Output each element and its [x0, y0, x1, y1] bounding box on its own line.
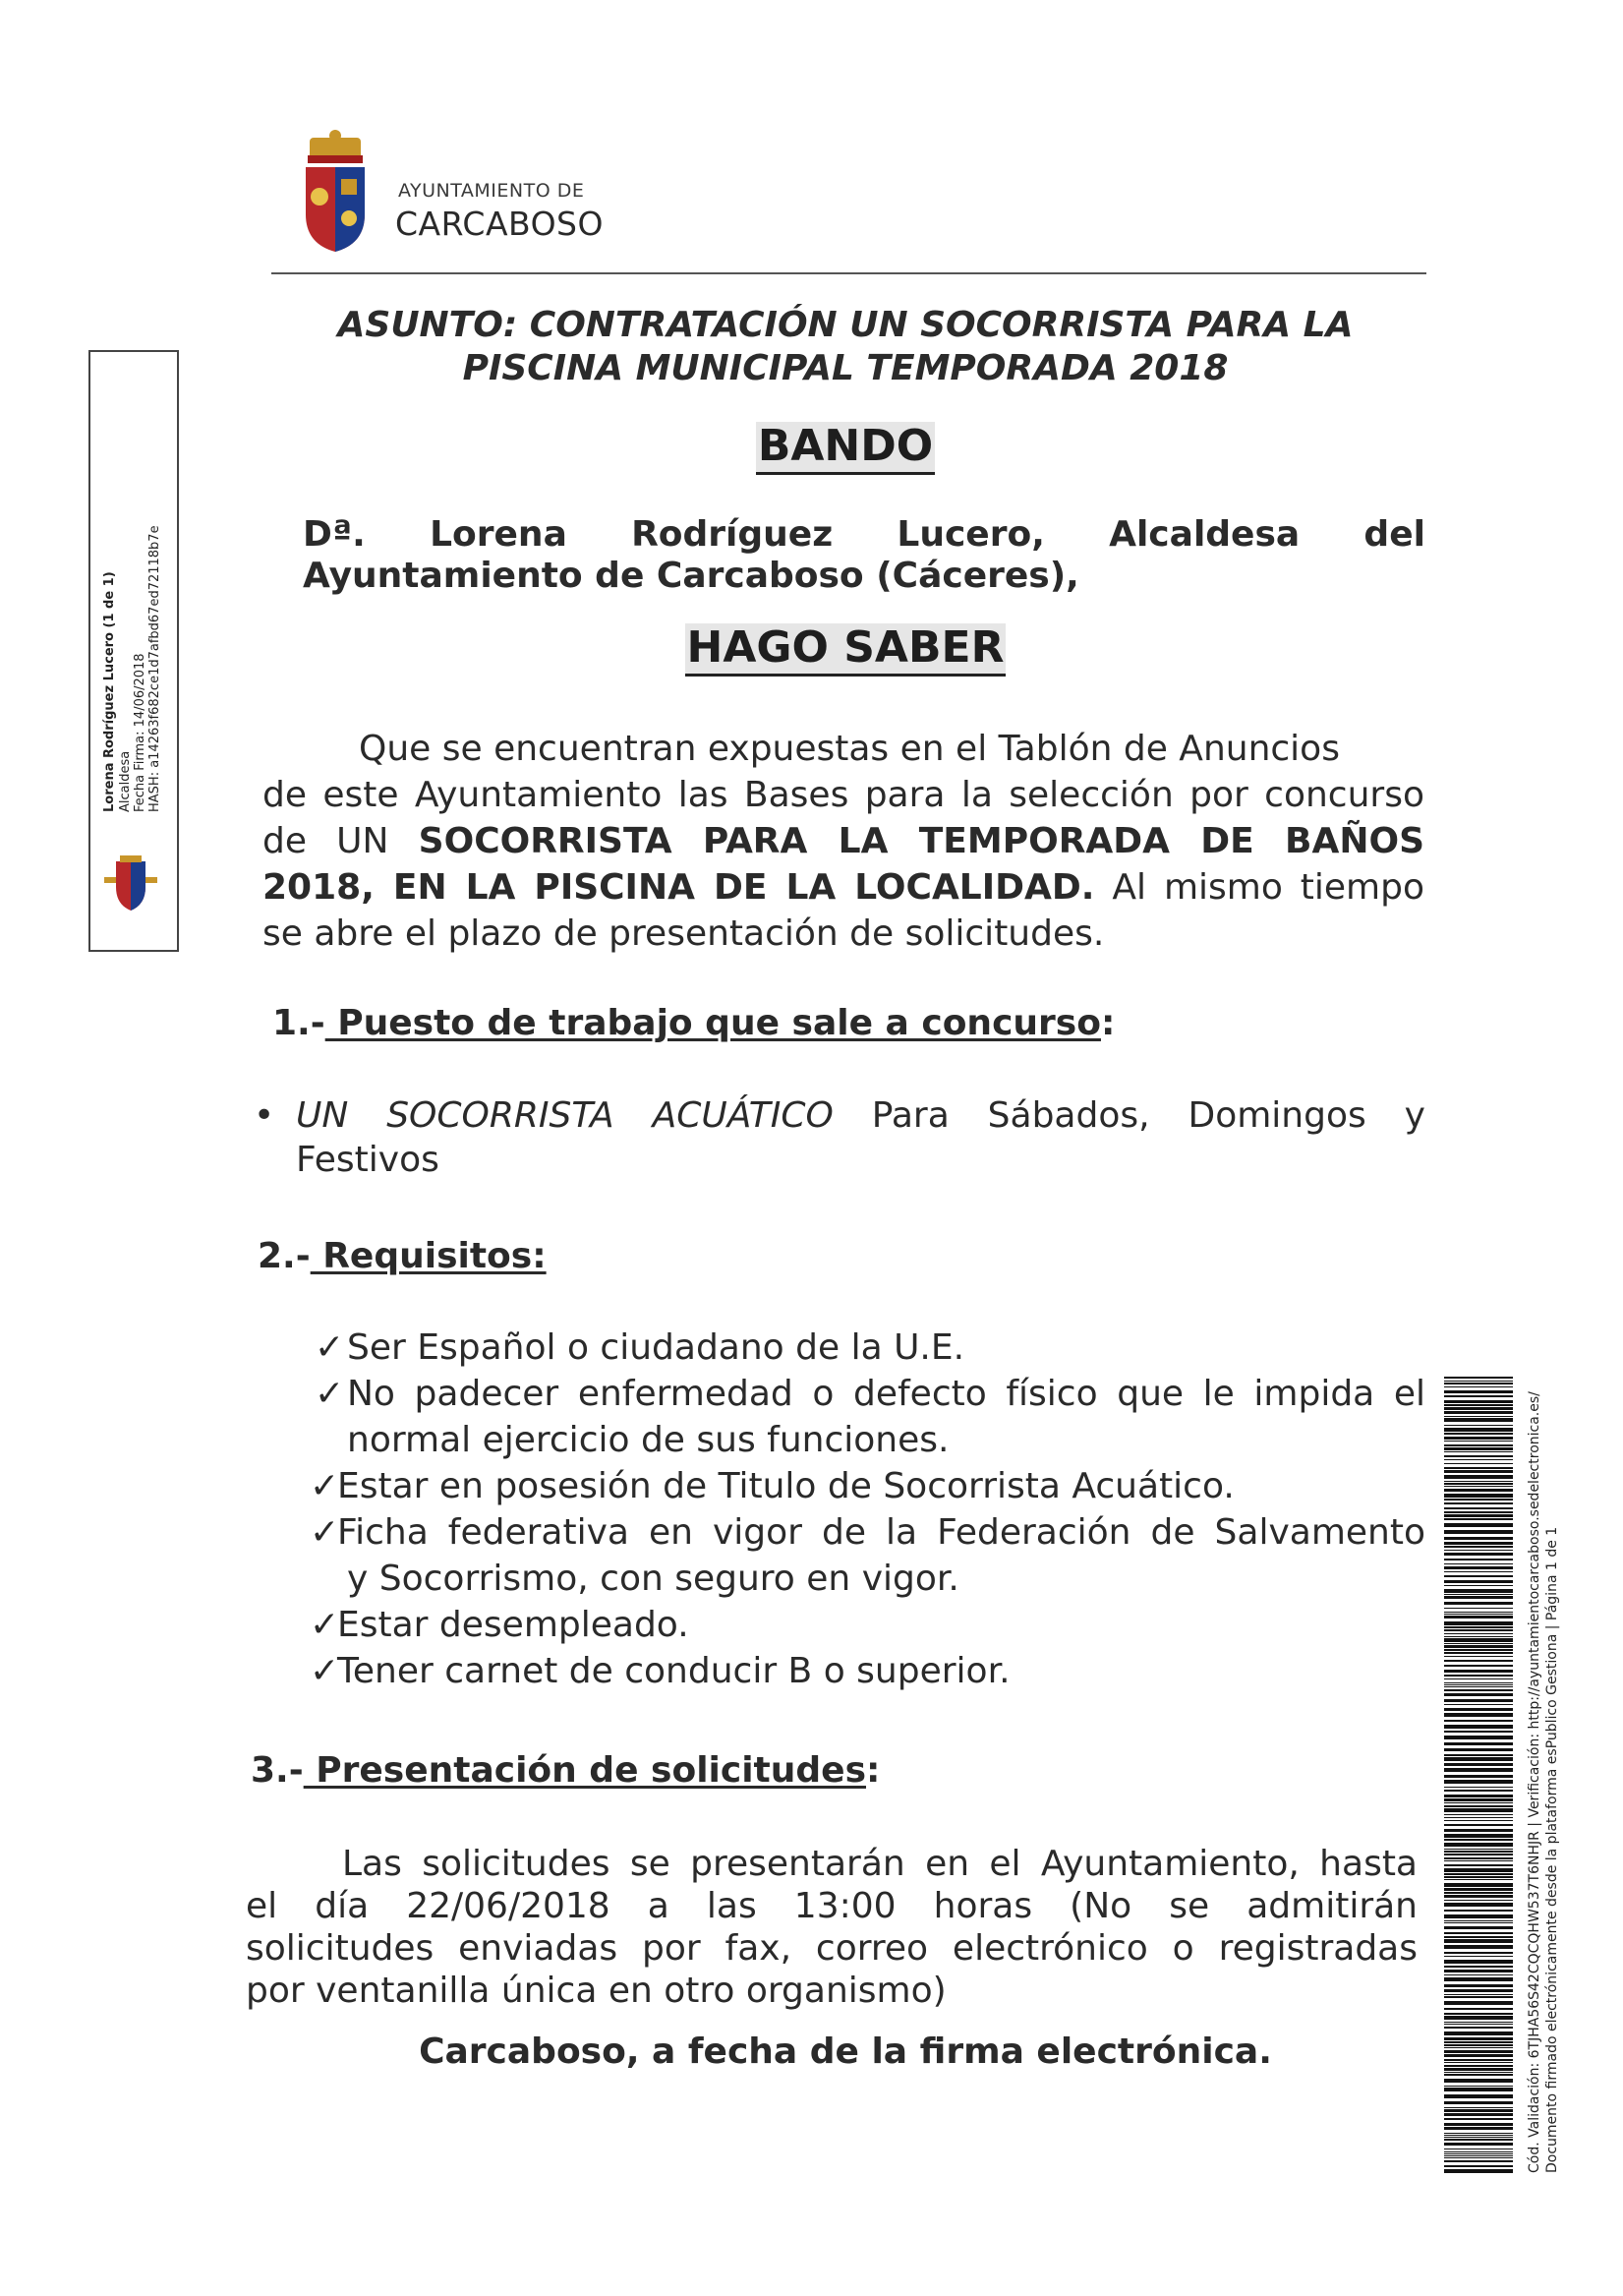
barcode-bar — [1444, 1475, 1513, 1479]
barcode-bar — [1444, 1879, 1513, 1880]
mayor-word: del — [1363, 514, 1425, 555]
barcode-bar — [1444, 1780, 1513, 1784]
barcode-bar — [1444, 1451, 1513, 1452]
check-icon: ✓ — [310, 1605, 340, 1645]
barcode-bar — [1444, 2137, 1513, 2138]
barcode-bar — [1444, 1444, 1513, 1446]
barcode-bar — [1444, 1626, 1513, 1628]
applications-line: el día 22/06/2018 a las 13:00 horas (No se admitirán — [246, 1886, 1418, 1926]
barcode-bar — [1444, 1441, 1513, 1442]
section-colon: : — [1100, 1003, 1116, 1043]
barcode-bar — [1444, 1463, 1513, 1464]
barcode-bar — [1444, 1684, 1513, 1685]
barcode-bar — [1444, 1386, 1513, 1387]
barcode-bar — [1444, 1675, 1513, 1677]
mayor-word: Rodríguez — [631, 514, 834, 555]
applications-paragraph — [246, 1843, 1418, 2012]
barcode-bar — [1444, 1530, 1513, 1534]
barcode-bar — [1444, 1553, 1513, 1556]
requirement-text: Ficha federativa en vigor de la Federación de Salvamento — [337, 1512, 1425, 1553]
bullet-line-2: Festivos — [296, 1140, 439, 1180]
barcode-bar — [1444, 1395, 1513, 1397]
barcode-bar — [1444, 1652, 1513, 1654]
barcode-bar — [1444, 1814, 1513, 1815]
barcode-bar — [1444, 1843, 1513, 1847]
barcode-bar — [1444, 1798, 1513, 1801]
barcode-bar — [1444, 1849, 1513, 1850]
barcode-bar — [1444, 1713, 1513, 1717]
barcode-bar — [1444, 1670, 1513, 1673]
requirement-text: Estar en posesión de Titulo de Socorrista Acuático. — [337, 1466, 1235, 1506]
barcode-icon — [1444, 1377, 1531, 2176]
barcode-bar — [1444, 2065, 1513, 2067]
mayor-word: Lorena — [430, 514, 567, 555]
barcode-bar — [1444, 2123, 1513, 2126]
requirement-text: Estar desempleado. — [337, 1605, 689, 1645]
section-title: Presentación de solicitudes — [303, 1750, 866, 1791]
barcode-bar — [1444, 1708, 1513, 1711]
section-number: 2.- — [258, 1236, 311, 1276]
requirement-text-cont: y Socorrismo, con seguro en vigor. — [347, 1559, 959, 1599]
barcode-bar — [1444, 1966, 1513, 1968]
barcode-bar — [1444, 2094, 1513, 2098]
mayor-line-2: Ayuntamiento de Carcaboso (Cáceres), — [303, 556, 1079, 596]
bullet-italic: UN SOCORRISTA ACUÁTICO — [296, 1095, 834, 1136]
requirement-item — [310, 1648, 1425, 1694]
barcode-bar — [1444, 1518, 1513, 1520]
barcode-bar — [1444, 1470, 1513, 1473]
barcode-bar — [1444, 2044, 1513, 2046]
barcode-bar — [1444, 1795, 1513, 1797]
barcode-bar — [1444, 1645, 1513, 1648]
barcode-bar — [1444, 1459, 1513, 1460]
barcode-bar — [1444, 1834, 1513, 1838]
barcode-bar — [1444, 1418, 1513, 1422]
mayor-line-1 — [303, 514, 1425, 556]
barcode-bar — [1444, 1720, 1513, 1722]
barcode-bar — [1444, 1546, 1513, 1548]
barcode-bar — [1444, 2133, 1513, 2134]
barcode-bar — [1444, 2059, 1513, 2061]
check-icon: ✓ — [310, 1466, 340, 1506]
barcode-bar — [1444, 1736, 1513, 1739]
barcode-bar — [1444, 1802, 1513, 1803]
barcode-bar — [1444, 1678, 1513, 1679]
barcode-bar — [1444, 1467, 1513, 1469]
barcode-bar — [1444, 2037, 1513, 2040]
section-number: 1.- — [272, 1003, 325, 1043]
signature-stamp — [88, 350, 179, 952]
requirement-text: No padecer enfermedad o defecto físico que le impida el — [347, 1374, 1425, 1414]
barcode-bar — [1444, 1571, 1513, 1572]
barcode-bar — [1444, 2118, 1513, 2120]
barcode-bar — [1444, 1433, 1513, 1435]
requirement-text: Tener carnet de conducir B o superior. — [337, 1651, 1011, 1691]
paragraph-line: se abre el plazo de presentación de solicitudes. — [262, 913, 1105, 954]
barcode-bar — [1444, 2113, 1513, 2116]
barcode-bar — [1444, 1926, 1513, 1929]
barcode-bar — [1444, 1914, 1513, 1918]
barcode-bar — [1444, 1996, 1513, 1998]
barcode-bar — [1444, 1575, 1513, 1577]
requirements-list — [310, 1325, 1425, 1694]
barcode-bar — [1444, 1660, 1513, 1662]
barcode-bar — [1444, 2062, 1513, 2063]
barcode-bar — [1444, 2054, 1513, 2057]
barcode-bar — [1444, 1656, 1513, 1657]
requirement-item — [310, 1463, 1425, 1509]
section-1-heading — [272, 1003, 1115, 1043]
barcode-bar — [1444, 2169, 1513, 2173]
barcode-bar — [1444, 1507, 1513, 1509]
applications-line: por ventanilla única en otro organismo) — [246, 1971, 947, 2011]
barcode-bar — [1444, 1594, 1513, 1595]
barcode-bar — [1444, 1633, 1513, 1634]
bullet-line-1 — [296, 1093, 1425, 1138]
barcode-bar — [1444, 2068, 1513, 2071]
barcode-bar — [1444, 2157, 1513, 2158]
barcode-bar — [1444, 2160, 1513, 2162]
barcode-bar — [1444, 1612, 1513, 1613]
bullet-text: Para Sábados, Domingos y — [871, 1095, 1425, 1136]
barcode-bar — [1444, 2151, 1513, 2152]
barcode-bar — [1444, 1559, 1513, 1560]
barcode-bar — [1444, 1970, 1513, 1972]
barcode-bar — [1444, 1542, 1513, 1545]
requirement-item — [310, 1509, 1425, 1602]
barcode-bar — [1444, 1974, 1513, 1975]
requirement-item — [310, 1602, 1425, 1648]
barcode-bar — [1444, 1481, 1513, 1482]
mayor-word: Alcaldesa — [1109, 514, 1301, 555]
barcode-bar — [1444, 2079, 1513, 2083]
barcode-bar — [1444, 1742, 1513, 1745]
barcode-bar — [1444, 1864, 1513, 1866]
barcode-bar — [1444, 2107, 1513, 2108]
barcode-bar — [1444, 1854, 1513, 1855]
barcode-bar — [1444, 1381, 1513, 1382]
section-3-heading — [251, 1750, 880, 1791]
barcode-bar — [1444, 1511, 1513, 1513]
barcode-bar — [1444, 1649, 1513, 1651]
barcode-bar — [1444, 2022, 1513, 2023]
barcode-bar — [1444, 2008, 1513, 2010]
paragraph-line: Que se encuentran expuestas en el Tablón de Anuncios — [359, 729, 1340, 769]
barcode-bar — [1444, 2086, 1513, 2087]
barcode-bar — [1444, 1910, 1513, 1912]
requirement-item — [310, 1325, 1425, 1371]
barcode-bar — [1444, 1425, 1513, 1426]
barcode-bar — [1444, 1636, 1513, 1637]
check-icon: ✓ — [315, 1374, 345, 1414]
barcode-bar — [1444, 1952, 1513, 1954]
barcode-bar — [1444, 1851, 1513, 1853]
requirement-text: Ser Español o ciudadano de la U.E. — [347, 1327, 965, 1368]
barcode-bar — [1444, 1775, 1513, 1778]
mayor-intro — [303, 514, 1425, 597]
barcode-bar — [1444, 1787, 1513, 1788]
barcode-bar — [1444, 1945, 1513, 1949]
paragraph-line — [262, 864, 1424, 911]
barcode-bar — [1444, 1489, 1513, 1492]
barcode-bar — [1444, 2165, 1513, 2167]
barcode-bar — [1444, 2041, 1513, 2043]
barcode-bar — [1444, 1873, 1513, 1875]
bullet-icon: • — [254, 1095, 275, 1136]
applications-line: Las solicitudes se presentarán en el Ayuntamiento, hasta — [342, 1844, 1418, 1884]
barcode-bar — [1444, 1566, 1513, 1569]
barcode-bar — [1444, 1960, 1513, 1964]
barcode-bar — [1444, 2153, 1513, 2154]
barcode-bar — [1444, 1768, 1513, 1772]
barcode-bar — [1444, 1514, 1513, 1517]
barcode-bar — [1444, 1748, 1513, 1751]
barcode-bar — [1444, 1550, 1513, 1551]
barcode-bar — [1444, 1903, 1513, 1907]
check-icon: ✓ — [315, 1327, 345, 1368]
barcode-bar — [1444, 1621, 1513, 1625]
barcode-bar — [1444, 1563, 1513, 1564]
barcode-bar — [1444, 1956, 1513, 1957]
barcode-bar — [1444, 1808, 1513, 1812]
barcode-bar — [1444, 2031, 1513, 2035]
barcode-bar — [1444, 1699, 1513, 1702]
barcode-bar — [1444, 1390, 1513, 1393]
barcode-bar — [1444, 1883, 1513, 1887]
barcode-bar — [1444, 2074, 1513, 2076]
barcode-bar — [1444, 1602, 1513, 1605]
barcode-bar — [1444, 1839, 1513, 1841]
paragraph-text: de UN — [262, 821, 389, 861]
barcode-bar — [1444, 1428, 1513, 1432]
bando-heading: BANDO — [756, 422, 935, 475]
barcode-bar — [1444, 1608, 1513, 1609]
validation-line-1: Cód. Validación: 6TJHA56S42CQCQHW537T6NHJR | Verificación: http://ayuntamientocarcaboso.sedelectronica.es/ — [1527, 1391, 1542, 2173]
barcode-bar — [1444, 2050, 1513, 2053]
subject-line-1: ASUNTO: CONTRATACIÓN UN SOCORRISTA PARA LA — [337, 305, 1354, 345]
paragraph-line — [262, 818, 1424, 864]
barcode-bar — [1444, 1689, 1513, 1691]
barcode-bar — [1444, 1989, 1513, 1992]
section-2-heading — [258, 1236, 547, 1276]
header-line-1: AYUNTAMIENTO DE — [398, 180, 585, 202]
barcode-bar — [1444, 1920, 1513, 1921]
barcode-bar — [1444, 2127, 1513, 2130]
barcode-bar — [1444, 1411, 1513, 1414]
mayor-word: Lucero, — [897, 514, 1045, 555]
coat-of-arms-small-icon — [102, 854, 159, 913]
barcode-bar — [1444, 1523, 1513, 1527]
paragraph-text: Al mismo tiempo — [1112, 867, 1424, 908]
barcode-bar — [1444, 2047, 1513, 2048]
barcode-bar — [1444, 1400, 1513, 1403]
paragraph-bold: SOCORRISTA PARA LA TEMPORADA DE BAÑOS — [418, 821, 1424, 861]
barcode-bar — [1444, 1763, 1513, 1766]
check-icon: ✓ — [310, 1512, 340, 1553]
barcode-bar — [1444, 2143, 1513, 2146]
signature-date: Fecha Firma: 14/06/2018 — [133, 653, 147, 812]
barcode-bar — [1444, 1860, 1513, 1861]
header-line-2: CARCABOSO — [395, 205, 604, 243]
barcode-bar — [1444, 1984, 1513, 1987]
barcode-bar — [1444, 1731, 1513, 1733]
requirement-item — [310, 1371, 1425, 1463]
barcode-bar — [1444, 1876, 1513, 1878]
barcode-bar — [1444, 1829, 1513, 1832]
barcode-bar — [1444, 1754, 1513, 1756]
barcode-bar — [1444, 1892, 1513, 1894]
barcode-bar — [1444, 1805, 1513, 1807]
signature-name: Lorena Rodríguez Lucero (1 de 1) — [102, 571, 117, 812]
barcode-bar — [1444, 1790, 1513, 1792]
barcode-bar — [1444, 2155, 1513, 2156]
barcode-bar — [1444, 2101, 1513, 2104]
barcode-bar — [1444, 1868, 1513, 1872]
signature-hash: HASH: a14263f682ce1d7afbd67ed72118b7e — [147, 525, 162, 812]
barcode-bar — [1444, 2072, 1513, 2073]
paragraph-line: de este Ayuntamiento las Bases para la selección por concurso — [262, 775, 1424, 815]
barcode-bar — [1444, 2024, 1513, 2025]
barcode-bar — [1444, 1686, 1513, 1687]
bando-heading-wrap — [206, 421, 1484, 475]
barcode-bar — [1444, 1404, 1513, 1406]
closing-line: Carcaboso, a fecha de la firma electrónica. — [419, 2031, 1272, 2072]
barcode-bar — [1444, 1589, 1513, 1593]
barcode-bar — [1444, 1757, 1513, 1761]
barcode-bar — [1444, 1895, 1513, 1898]
header-divider — [271, 272, 1426, 274]
paragraph-bold: 2018, EN LA PISCINA DE LA LOCALIDAD. — [262, 867, 1095, 908]
barcode-bar — [1444, 1377, 1513, 1379]
barcode-bar — [1444, 1596, 1513, 1599]
barcode-bar — [1444, 1704, 1513, 1705]
section-colon: : — [866, 1750, 881, 1791]
barcode-bar — [1444, 1616, 1513, 1619]
barcode-bar — [1444, 1725, 1513, 1729]
barcode-bar — [1444, 1665, 1513, 1667]
barcode-bar — [1444, 1407, 1513, 1410]
barcode-bar — [1444, 1693, 1513, 1696]
barcode-bar — [1444, 1888, 1513, 1891]
barcode-bar — [1444, 2001, 1513, 2005]
barcode-bar — [1444, 1494, 1513, 1498]
announcement-paragraph — [262, 726, 1424, 957]
hago-saber-heading: HAGO SABER — [685, 623, 1007, 677]
job-bullet — [254, 1093, 1425, 1182]
hago-saber-wrap — [206, 622, 1484, 677]
barcode-bar — [1444, 1502, 1513, 1504]
barcode-bar — [1444, 2139, 1513, 2141]
validation-line-2: Documento firmado electrónicamente desde la plataforma esPublico Gestiona | Página 1 de 1 — [1544, 1526, 1560, 2173]
barcode-bar — [1444, 1900, 1513, 1901]
barcode-bar — [1444, 1824, 1513, 1826]
barcode-bar — [1444, 1977, 1513, 1981]
barcode-bar — [1444, 2088, 1513, 2091]
barcode-bar — [1444, 2109, 1513, 2112]
barcode-bar — [1444, 1682, 1513, 1683]
barcode-bar — [1444, 1614, 1513, 1615]
barcode-bar — [1444, 1643, 1513, 1644]
barcode-bar — [1444, 1922, 1513, 1923]
subject-line-2: PISCINA MUNICIPAL TEMPORADA 2018 — [462, 348, 1229, 388]
barcode-bar — [1444, 1483, 1513, 1485]
barcode-bar — [1444, 2016, 1513, 2020]
barcode-bar — [1444, 2013, 1513, 2015]
barcode-bar — [1444, 1817, 1513, 1818]
section-number: 3.- — [251, 1750, 304, 1791]
barcode-bar — [1444, 1437, 1513, 1440]
barcode-bar — [1444, 1455, 1513, 1457]
barcode-bar — [1444, 1537, 1513, 1540]
barcode-bar — [1444, 1383, 1513, 1384]
barcode-bar — [1444, 1629, 1513, 1631]
barcode-bar — [1444, 1936, 1513, 1938]
section-title: Puesto de trabajo que sale a concurso — [324, 1003, 1101, 1043]
barcode-bar — [1444, 1447, 1513, 1450]
signature-role: Alcaldesa — [118, 750, 133, 812]
barcode-bar — [1444, 1486, 1513, 1487]
barcode-bar — [1444, 1580, 1513, 1583]
barcode-bar — [1444, 1820, 1513, 1821]
section-title: Requisitos: — [310, 1236, 547, 1276]
barcode-bar — [1444, 2027, 1513, 2029]
barcode-bar — [1444, 2135, 1513, 2136]
barcode-bar — [1444, 1416, 1513, 1417]
barcode-bar — [1444, 1638, 1513, 1642]
check-icon: ✓ — [310, 1651, 340, 1691]
barcode-bar — [1444, 1585, 1513, 1586]
validation-text-block — [1519, 1367, 1578, 2173]
barcode-bar — [1444, 1857, 1513, 1859]
coat-of-arms-icon — [300, 128, 371, 256]
mayor-word: Dª. — [303, 514, 366, 555]
barcode-bar — [1444, 1499, 1513, 1501]
requirement-text-cont: normal ejercicio de sus funciones. — [347, 1420, 950, 1460]
barcode-bar — [1444, 1994, 1513, 1995]
applications-line: solicitudes enviadas por fax, correo electrónico o registradas — [246, 1928, 1418, 1969]
barcode-bar — [1444, 1932, 1513, 1934]
barcode-bar — [1444, 1939, 1513, 1943]
